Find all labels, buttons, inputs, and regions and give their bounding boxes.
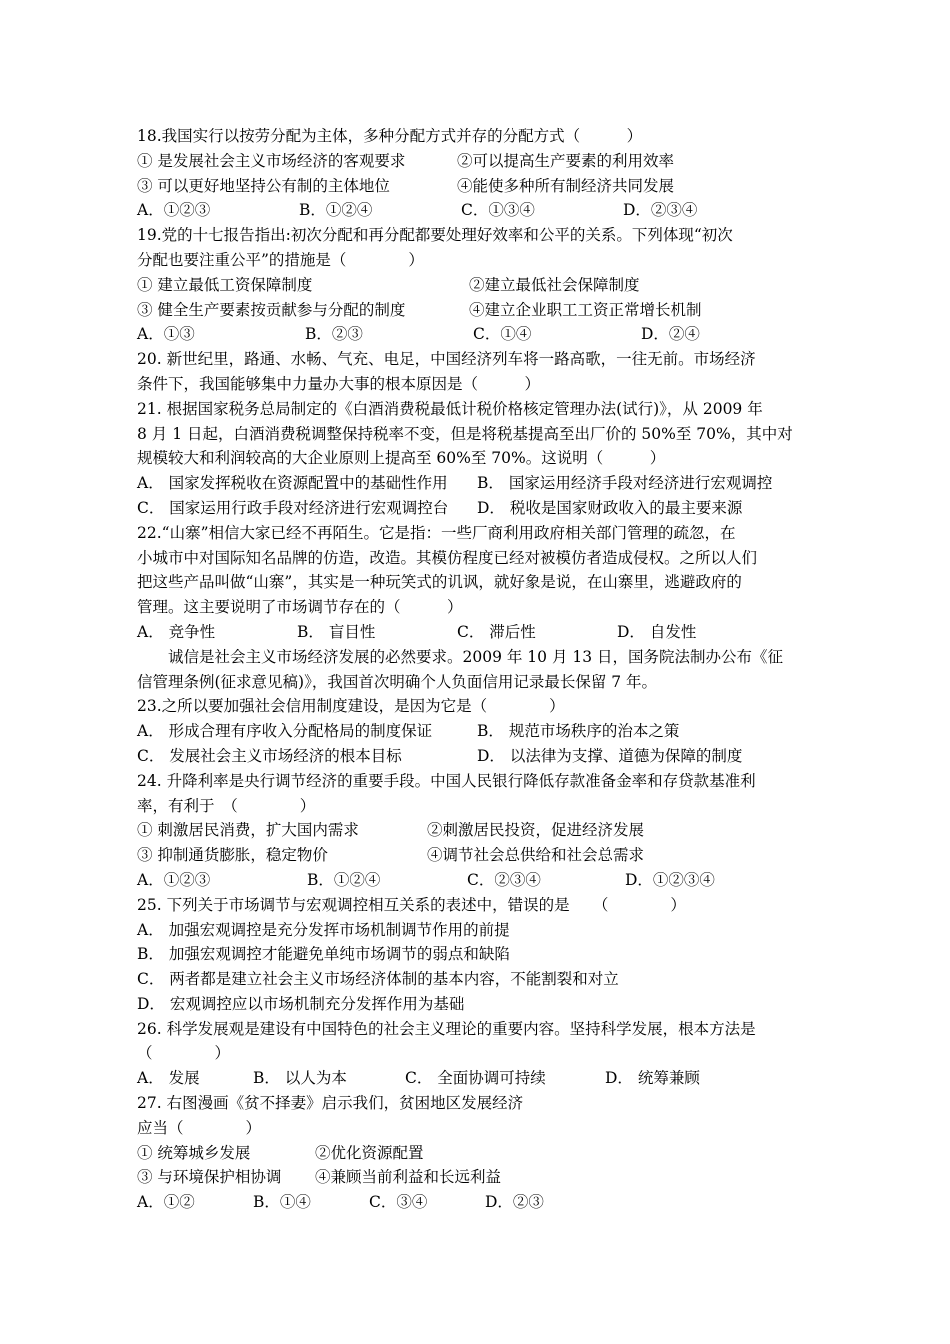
q27-options — [137, 1190, 837, 1215]
q23-options-row2 — [137, 744, 837, 769]
q19-statement-4: ④建立企业职工工资正常增长机制 — [469, 300, 702, 319]
q24-statement-3: ③ 抑制通货膨胀，稳定物价 — [137, 846, 328, 865]
q18-option-b: B．①②④ — [299, 201, 373, 220]
q26-stem-line2: （ ） — [137, 1044, 231, 1063]
q18-statements-row2 — [137, 174, 837, 199]
q24-option-d: D．①②③④ — [625, 870, 715, 889]
q27-statement-2: ②优化资源配置 — [315, 1143, 424, 1162]
q26-option-b: B． 以人为本 — [253, 1069, 347, 1088]
q27-statement-3: ③ 与环境保护相协调 — [137, 1168, 282, 1187]
q27-option-b: B．①④ — [253, 1193, 311, 1212]
q19-stem-line2: 分配也要注重公平”的措施是（ ） — [137, 250, 424, 269]
q27-stem-line1: 27. 右图漫画《贫不择妻》启示我们，贫困地区发展经济 — [137, 1094, 524, 1113]
q18-statement-3: ③ 可以更好地坚持公有制的主体地位 — [137, 176, 390, 195]
q22-stem-line2: 小城市中对国际知名品牌的仿造，改造。其模仿程度已经对被模仿者造成侵权。之所以人们 — [137, 548, 758, 567]
q26-options — [137, 1066, 837, 1091]
q19-statement-2: ②建立最低社会保障制度 — [469, 275, 640, 294]
q21-stem-line2: 8 月 1 日起，白酒消费税调整保持税率不变，但是将税基提高至出厂价的 50%至 70%，其中对 — [137, 424, 793, 443]
q27-statements-row1 — [137, 1141, 837, 1166]
q21-option-a: A． 国家发挥税收在资源配置中的基础性作用 — [137, 474, 448, 493]
q18-option-d: D．②③④ — [623, 201, 698, 220]
q19-options — [137, 322, 837, 347]
q19-option-a: A．①③ — [137, 325, 195, 344]
q18-options — [137, 198, 837, 223]
q22-option-a: A． 竞争性 — [137, 622, 216, 641]
q21-options-row2 — [137, 496, 837, 521]
q19-statements-row1 — [137, 273, 837, 298]
q22-options — [137, 620, 837, 645]
q22-stem-line1: 22.“山寨”相信大家已经不再陌生。它是指：一些厂商利用政府相关部门管理的疏忽，在 — [137, 523, 736, 542]
q23-option-c: C． 发展社会主义市场经济的根本目标 — [137, 746, 402, 765]
q24-statement-2: ②刺激居民投资，促进经济发展 — [427, 821, 645, 840]
q27-statements-row2 — [137, 1165, 837, 1190]
q19-statement-3: ③ 健全生产要素按贡献参与分配的制度 — [137, 300, 406, 319]
q27-option-a: A．①② — [137, 1193, 195, 1212]
q24-statements-row2 — [137, 843, 837, 868]
q26-option-c: C． 全面协调可持续 — [405, 1069, 546, 1088]
q23-option-a: A． 形成合理有序收入分配格局的制度保证 — [137, 722, 433, 741]
q24-option-c: C．②③④ — [467, 870, 541, 889]
q19-statement-1: ① 建立最低工资保障制度 — [137, 275, 313, 294]
q19-option-d: D．②④ — [641, 325, 700, 344]
q27-option-c: C．③④ — [369, 1193, 428, 1212]
passage-line1: 诚信是社会主义市场经济发展的必然要求。2009 年 10 月 13 日，国务院法制办公布《征 — [168, 647, 784, 666]
q26-option-d: D． 统筹兼顾 — [605, 1069, 700, 1088]
q22-stem-line4: 管理。这主要说明了市场调节存在的（ ） — [137, 598, 463, 617]
q21-option-b: B． 国家运用经济手段对经济进行宏观调控 — [477, 474, 773, 493]
q23-option-d: D． 以法律为支撑、道德为保障的制度 — [477, 746, 743, 765]
q19-stem-line1: 19.党的十七报告指出:初次分配和再分配都要处理好效率和公平的关系。下列体现“初次 — [137, 226, 733, 245]
q18-option-c: C．①③④ — [461, 201, 535, 220]
q25-stem: 25. 下列关于市场调节与宏观调控相互关系的表述中，错误的是 （ ） — [137, 895, 686, 914]
q22-option-b: B． 盲目性 — [297, 622, 376, 641]
q25-option-a: A． 加强宏观调控是充分发挥市场机制调节作用的前提 — [137, 920, 510, 939]
q27-option-d: D．②③ — [485, 1193, 544, 1212]
q23-options-row1 — [137, 719, 837, 744]
q23-stem: 23.之所以要加强社会信用制度建设，是因为它是（ ） — [137, 697, 565, 716]
q18-statement-4: ④能使多种所有制经济共同发展 — [457, 176, 675, 195]
q22-option-d: D． 自发性 — [617, 622, 697, 641]
q25-option-d: D． 宏观调控应以市场机制充分发挥作用为基础 — [137, 994, 465, 1013]
q21-options-row1 — [137, 471, 837, 496]
q27-statement-4: ④兼顾当前利益和长远利益 — [315, 1168, 502, 1187]
q27-statement-1: ① 统筹城乡发展 — [137, 1143, 251, 1162]
q22-stem-line3: 把这些产品叫做“山寨”，其实是一种玩笑式的讥讽，就好象是说，在山寨里，逃避政府的 — [137, 573, 742, 592]
q24-statement-4: ④调节社会总供给和社会总需求 — [427, 846, 645, 865]
q24-stem-line2: 率，有利于 （ ） — [137, 796, 316, 815]
q18-statement-2: ②可以提高生产要素的利用效率 — [457, 151, 675, 170]
q21-option-c: C． 国家运用行政手段对经济进行宏观调控台 — [137, 498, 449, 517]
q18-stem: 18.我国实行以按劳分配为主体，多种分配方式并存的分配方式（ ） — [137, 127, 643, 145]
q19-statements-row2 — [137, 298, 837, 323]
q21-stem-line1: 21. 根据国家税务总局制定的《白酒消费税最低计税价格核定管理办法(试行)》，从 2009 年 — [137, 399, 763, 418]
q24-option-b: B．①②④ — [307, 870, 381, 889]
q18-statements-row1 — [137, 149, 837, 174]
q19-option-c: C．①④ — [473, 325, 532, 344]
q25-option-b: B． 加强宏观调控才能避免单纯市场调节的弱点和缺陷 — [137, 945, 510, 964]
q20-stem-line1: 20. 新世纪里，路通、水畅、气充、电足，中国经济列车将一路高歌，一往无前。市场经济 — [137, 350, 756, 369]
q19-option-b: B．②③ — [305, 325, 363, 344]
q24-statements-row1 — [137, 818, 837, 843]
q24-stem-line1: 24. 升降利率是央行调节经济的重要手段。中国人民银行降低存款准备金率和存贷款基准利 — [137, 771, 756, 790]
q26-stem-line1: 26. 科学发展观是建设有中国特色的社会主义理论的重要内容。坚持科学发展，根本方法是 — [137, 1019, 756, 1038]
q20-stem-line2: 条件下，我国能够集中力量办大事的根本原因是（ ） — [137, 374, 541, 393]
q18-option-a: A．①②③ — [137, 201, 211, 220]
exam-page — [137, 124, 837, 1215]
q25-option-c: C． 两者都是建立社会主义市场经济体制的基本内容，不能割裂和对立 — [137, 970, 619, 989]
q27-stem-line2: 应当（ ） — [137, 1118, 262, 1137]
q24-options — [137, 868, 837, 893]
q21-stem-line3: 规模较大和利润较高的大企业原则上提高至 60%至 70%。这说明（ ） — [137, 449, 666, 468]
passage-line2: 信管理条例(征求意见稿)》，我国首次明确个人负面信用记录最长保留 7 年。 — [137, 672, 658, 691]
q23-option-b: B． 规范市场秩序的治本之策 — [477, 722, 680, 741]
q21-option-d: D． 税收是国家财政收入的最主要来源 — [477, 498, 743, 517]
q22-option-c: C． 滞后性 — [457, 622, 536, 641]
q18-statement-1: ① 是发展社会主义市场经济的客观要求 — [137, 151, 406, 170]
q24-statement-1: ① 刺激居民消费，扩大国内需求 — [137, 821, 359, 840]
q24-option-a: A．①②③ — [137, 870, 211, 889]
q26-option-a: A． 发展 — [137, 1069, 200, 1088]
